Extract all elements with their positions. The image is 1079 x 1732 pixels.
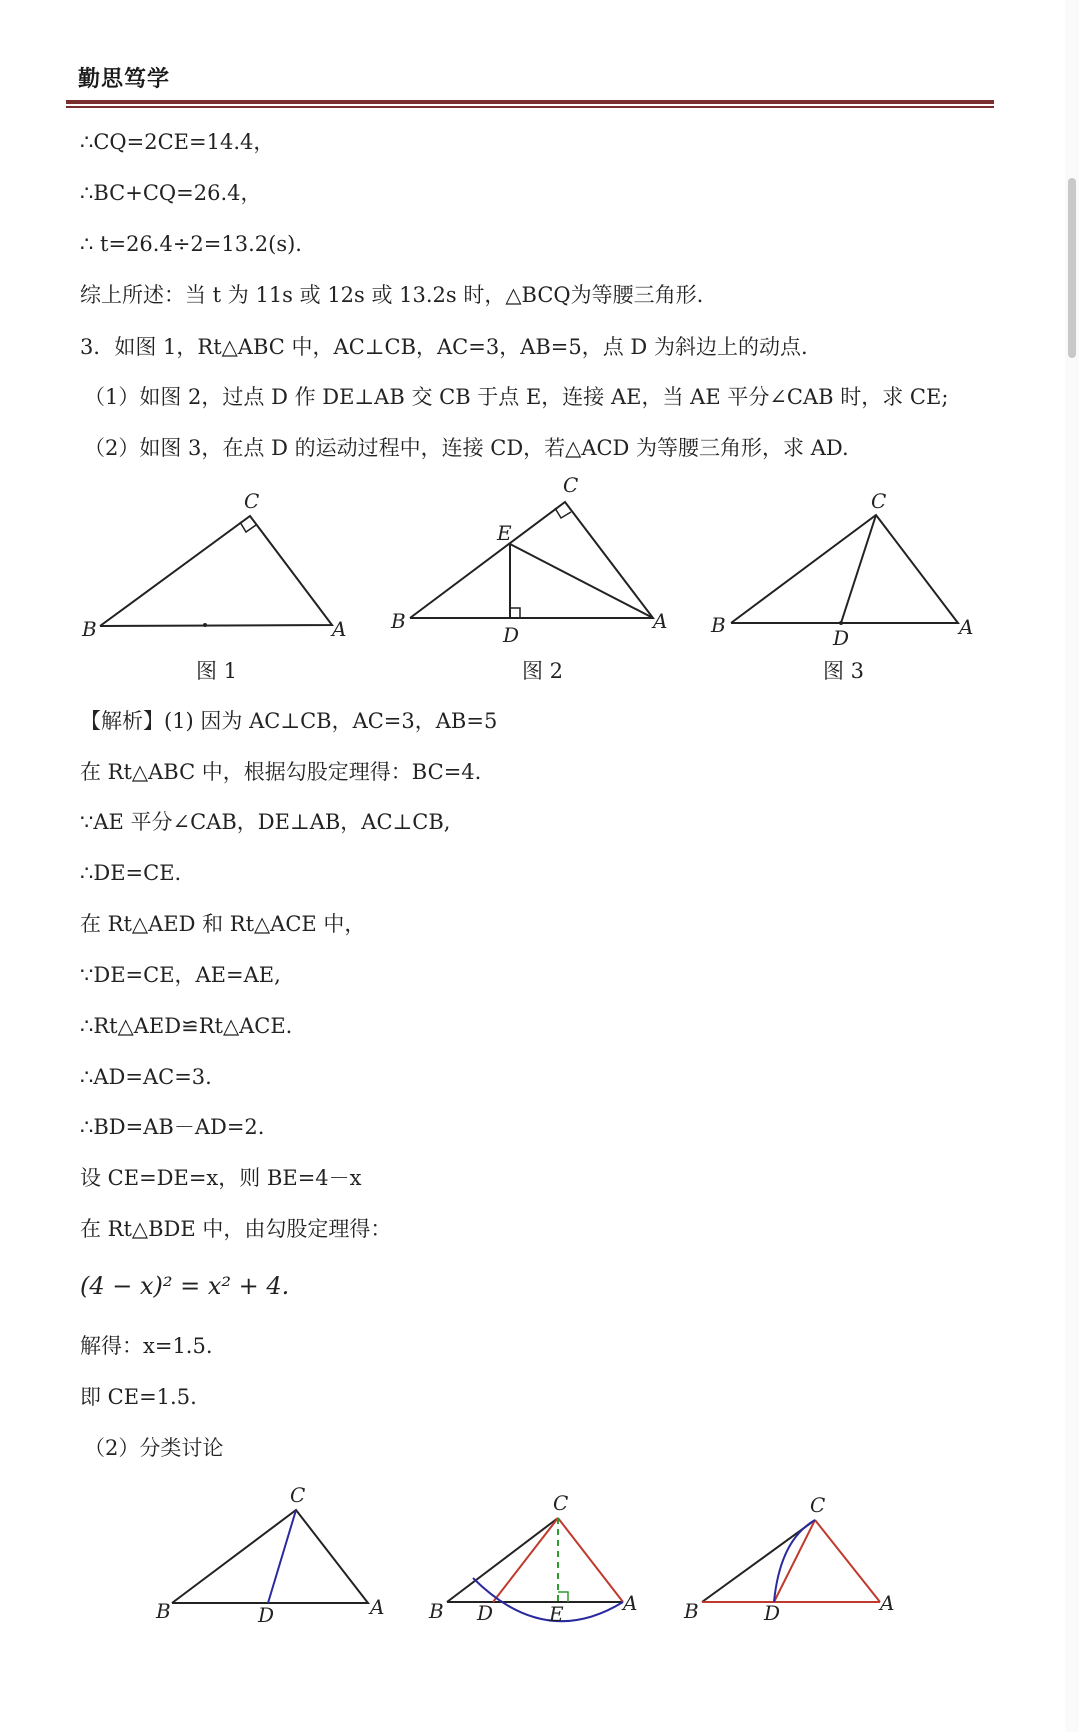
label-a: A xyxy=(653,609,668,633)
problem-part-1: （1）如图 2，过点 D 作 DE⊥AB 交 CB 于点 E，连接 AE，当 AE 平分∠CAB 时，求 CE; xyxy=(84,385,949,409)
case-figure-3 xyxy=(680,1490,910,1640)
header-rule-thin xyxy=(66,106,994,108)
label-a: A xyxy=(880,1591,895,1615)
label-d: D xyxy=(258,1603,275,1627)
label-c: C xyxy=(810,1493,826,1517)
text-line: ∴BC+CQ=26.4， xyxy=(80,181,262,205)
scrollbar-thumb[interactable] xyxy=(1068,178,1076,358)
solution-line: ∵AE 平分∠CAB，DE⊥AB，AC⊥CB, xyxy=(80,810,451,834)
label-b: B xyxy=(82,617,97,640)
text-line: ∴CQ=2CE=14.4， xyxy=(80,130,275,154)
case-figure-2 xyxy=(425,1490,665,1640)
solution-line: 在 Rt△AED 和 Rt△ACE 中， xyxy=(80,912,366,936)
label-b: B xyxy=(156,1599,171,1623)
solution-line: ∴AD=AC=3. xyxy=(80,1065,212,1089)
label-b: B xyxy=(429,1599,444,1623)
label-e: E xyxy=(549,1602,564,1626)
solution-line: ∴BD=AB－AD=2. xyxy=(80,1115,265,1139)
solution-line: 即 CE=1.5. xyxy=(80,1385,197,1409)
label-b: B xyxy=(391,609,406,633)
solution-line: （2）分类讨论 xyxy=(84,1436,224,1460)
header-title: 勤思笃学 xyxy=(78,67,171,92)
label-a: A xyxy=(332,617,347,640)
problem-statement: 3．如图 1，Rt△ABC 中，AC⊥CB，AC=3，AB=5，点 D 为斜边上的动点. xyxy=(80,335,808,359)
solution-line: ∴DE=CE. xyxy=(80,861,182,885)
figure-1 xyxy=(80,480,360,640)
figure-2 xyxy=(385,470,675,650)
label-d: D xyxy=(477,1601,494,1625)
caption-fig2: 图 2 xyxy=(522,659,564,683)
label-a: A xyxy=(623,1591,638,1615)
solution-line: 在 Rt△BDE 中，由勾股定理得： xyxy=(80,1217,392,1241)
text-line: 综上所述：当 t 为 11s 或 12s 或 13.2s 时，△BCQ为等腰三角形. xyxy=(80,283,704,307)
label-a: A xyxy=(370,1595,385,1619)
label-c: C xyxy=(290,1483,306,1507)
solution-line: ∴Rt△AED≌Rt△ACE. xyxy=(80,1014,293,1038)
label-c: C xyxy=(563,473,579,497)
text-line: ∴ t=26.4÷2=13.2(s). xyxy=(80,232,302,256)
caption-fig1: 图 1 xyxy=(196,659,238,683)
solution-line: 【解析】(1) 因为 AC⊥CB，AC=3，AB=5 xyxy=(80,709,498,733)
equation: (4 − x)² = x² + 4. xyxy=(80,1272,290,1300)
label-c: C xyxy=(871,489,887,513)
label-e: E xyxy=(497,521,512,545)
case-figure-1 xyxy=(150,1480,400,1635)
solution-line: 在 Rt△ABC 中，根据勾股定理得：BC=4. xyxy=(80,760,482,784)
solution-line: 设 CE=DE=x，则 BE=4－x xyxy=(80,1166,362,1190)
label-d: D xyxy=(833,626,850,650)
label-d: D xyxy=(503,623,520,647)
solution-line: 解得：x=1.5. xyxy=(80,1334,213,1358)
label-b: B xyxy=(684,1599,699,1623)
problem-part-2: （2）如图 3，在点 D 的运动过程中，连接 CD，若△ACD 为等腰三角形，求 AD. xyxy=(84,436,849,460)
label-d: D xyxy=(764,1601,781,1625)
figure-3 xyxy=(705,480,985,650)
label-c: C xyxy=(244,489,260,513)
label-b: B xyxy=(711,613,726,637)
label-a: A xyxy=(959,615,974,639)
header-rule xyxy=(66,100,994,104)
caption-fig3: 图 3 xyxy=(823,659,865,683)
label-c: C xyxy=(553,1491,569,1515)
scrollbar-track[interactable] xyxy=(1065,0,1079,1732)
solution-line: ∵DE=CE，AE=AE, xyxy=(80,963,281,987)
